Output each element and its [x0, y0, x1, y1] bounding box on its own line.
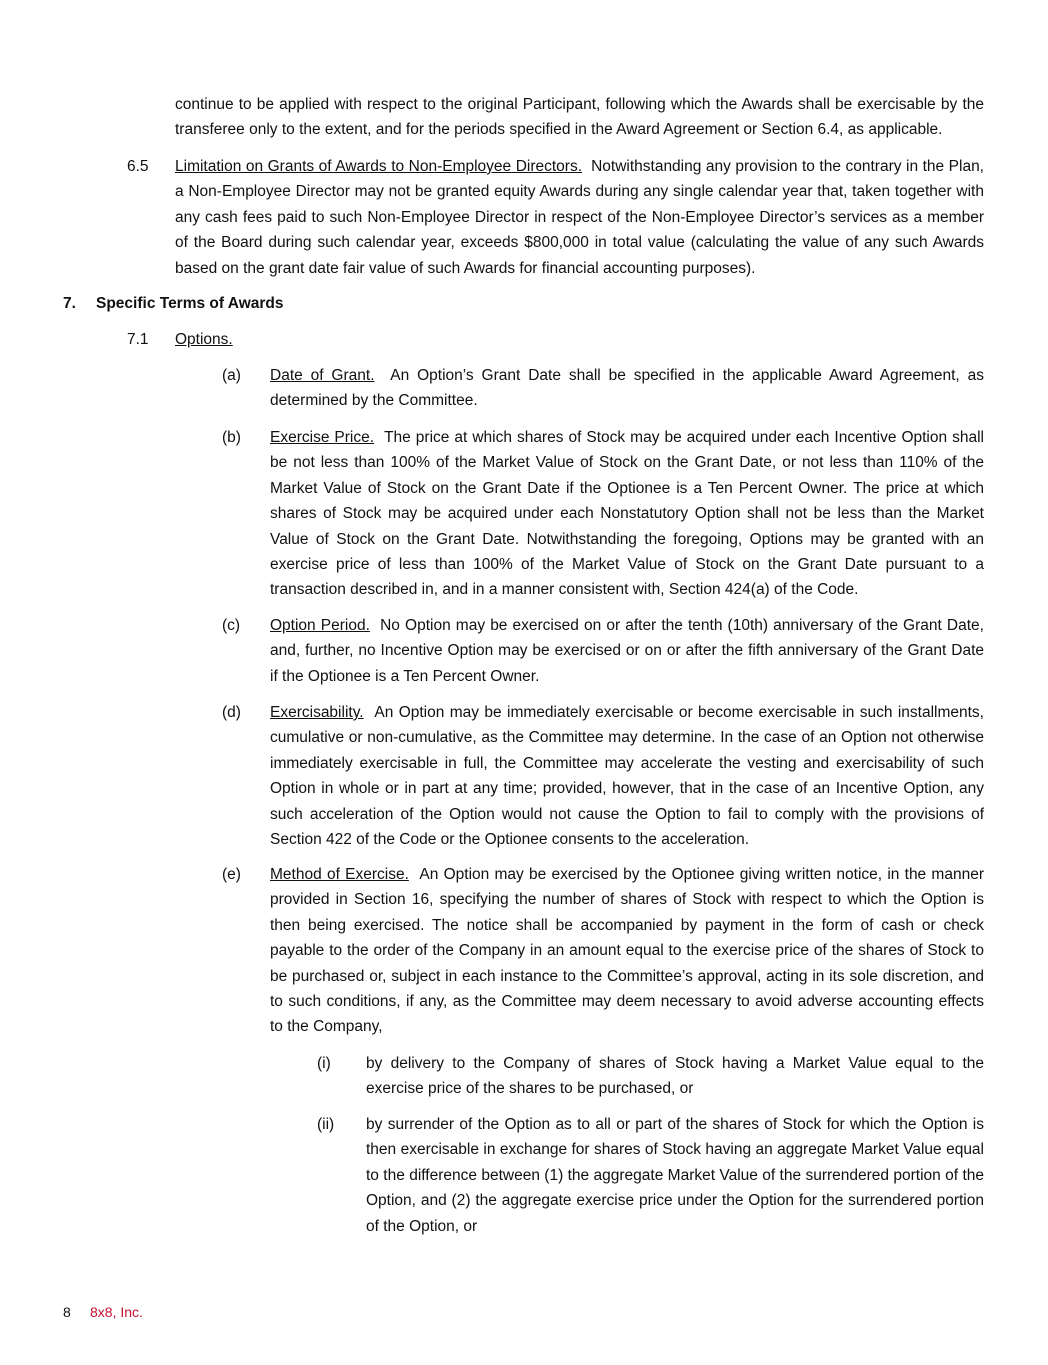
item-e-label: (e) [222, 866, 241, 883]
item-a-title: Date of Grant. [270, 367, 375, 384]
section-6-5-paragraph [175, 154, 984, 281]
item-a-text: An Option’s Grant Date shall be specified in the applicable Award Agreement, as determined by the Committee. [270, 367, 984, 410]
item-e-text: An Option may be exercised by the Optionee giving written notice, in the manner provided in Section 16, specifying the number of shares of Stock with respect to which the Option is then being exercised. The notice shall be accompanied by payment in the form of cash or check payable to the order of the Company in an amount equal to the exercise price of the shares of Stock to be purchased or, subject in each instance to the Committee’s approval, acting in its sole discretion, and to such conditions, if any, as the Committee may deem necessary to avoid adverse accounting effects to the Company, [270, 866, 984, 1036]
item-b-text: The price at which shares of Stock may be acquired under each Incentive Option shall be not less than 100% of the Market Value of Stock on the Grant Date, or not less than 110% of the Market Value of Stock on the Grant Date if the Optionee is a Ten Percent Owner. The price at which shares of Stock may be acquired under each Nonstatutory Option shall not be less than the Market Value of Stock on the Grant Date. Notwithstanding the foregoing, Options may be granted with an exercise price of less than 100% of the Market Value of Stock on the Grant Date pursuant to a transaction described in, and in a manner consistent with, Section 424(a) of the Code. [270, 429, 984, 599]
subitem-i-paragraph [366, 1051, 984, 1102]
continuation-paragraph: continue to be applied with respect to the original Participant, following which the Awards shall be exercisable by the transferee only to the extent, and for the periods specified in the Award Agreement or Section 6.4, as applicable. [175, 96, 984, 139]
item-b-title: Exercise Price. [270, 429, 375, 446]
section-7-1-title: Options. [175, 331, 233, 348]
item-e-paragraph [270, 862, 984, 1040]
item-c-title: Option Period. [270, 617, 370, 634]
item-b-paragraph [270, 425, 984, 603]
section-7-1-number: 7.1 [127, 331, 149, 348]
subitem-ii-text: by surrender of the Option as to all or part of the shares of Stock for which the Option is then exercisable in exchange for shares of Stock having an aggregate Market Value equal to the difference between (1) the aggregate Market Value of the surrendered portion of the Option, and (2) the aggregate exercise price under the Option for the surrendered portion of the Option, or [366, 1116, 984, 1235]
section-7-title: Specific Terms of Awards [96, 295, 284, 312]
subitem-i-text: by delivery to the Company of shares of Stock having a Market Value equal to the exercise price of the shares to be purchased, or [366, 1055, 984, 1098]
subitem-i-label: (i) [317, 1055, 331, 1072]
item-c-text: No Option may be exercised on or after the tenth (10th) anniversary of the Grant Date, and, further, no Incentive Option may be exercised or on or after the fifth anniversary of the Grant Date if the Optionee is a Ten Percent Owner. [270, 617, 984, 685]
subitem-ii-label: (ii) [317, 1116, 335, 1133]
item-a-label: (a) [222, 367, 241, 384]
item-d-title: Exercisability. [270, 704, 364, 721]
item-e-title: Method of Exercise. [270, 866, 409, 883]
company-name: 8x8, Inc. [90, 1304, 143, 1320]
section-6-5-title: Limitation on Grants of Awards to Non-Employee Directors. [175, 158, 583, 175]
subitem-ii-paragraph [366, 1112, 984, 1239]
section-6-5-text: Notwithstanding any provision to the contrary in the Plan, a Non-Employee Director may not be granted equity Awards during any single calendar year that, taken together with any cash fees paid to such Non-Employee Director in respect of the Non-Employee Director’s services as a member of the Board during such calendar year, exceeds $800,000 in total value (calculating the value of any such Awards based on the grant date fair value of such Awards for financial accounting purposes). [175, 158, 984, 277]
item-c-paragraph [270, 613, 984, 689]
item-d-text: An Option may be immediately exercisable or become exercisable in such installments, cumulative or non-cumulative, as the Committee may determine. In the case of an Option not otherwise immediately exercisable in full, the Committee may accelerate the vesting and exercisability of such Option in whole or in part at any time; provided, however, that in the case of an Incentive Option, any such acceleration of the Option would not cause the Option to fail to comply with the provisions of Section 422 of the Code or the Optionee consents to the acceleration. [270, 704, 984, 849]
section-6-5-number: 6.5 [127, 158, 149, 175]
item-b-label: (b) [222, 429, 241, 446]
item-d-label: (d) [222, 704, 241, 721]
item-a-paragraph [270, 363, 984, 414]
page-number: 8 [63, 1304, 71, 1320]
item-c-label: (c) [222, 617, 241, 634]
section-7-number: 7. [63, 295, 76, 312]
item-d-paragraph [270, 700, 984, 852]
